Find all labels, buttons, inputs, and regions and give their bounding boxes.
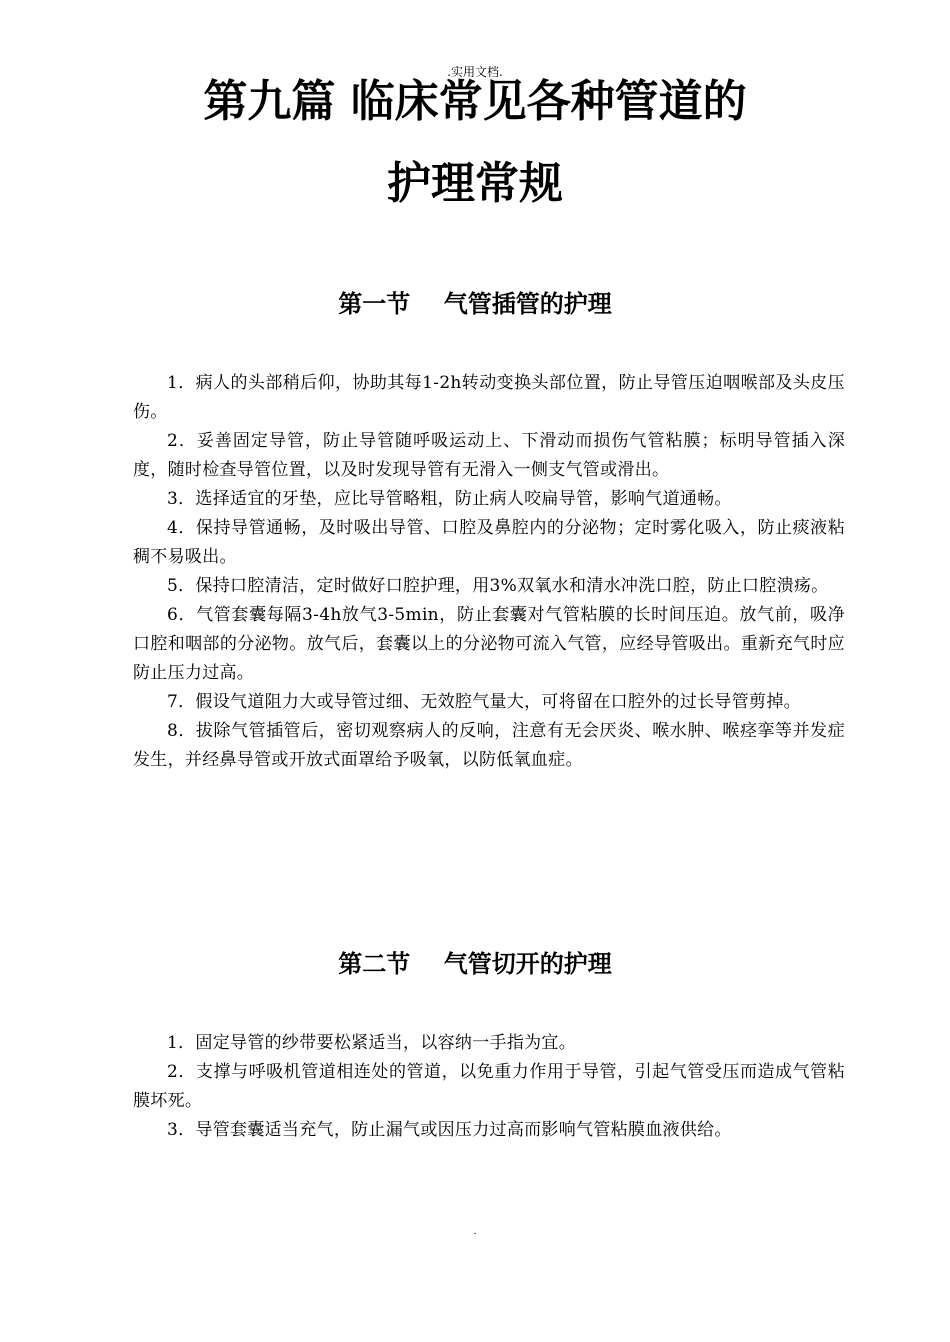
section-1-paragraph-5: 5．保持口腔清洁，定时做好口腔护理，用3%双氧水和清水冲洗口腔，防止口腔溃疡。 [167,576,829,596]
section-2-paragraph-2: 2．支撑与呼吸机管道相连处的管道，以免重力作用于导管，引起气管受压而造成气管粘膜坏死。 [133,1062,845,1111]
document-title-line-1: 第九篇 临床常见各种管道的 [203,76,747,127]
section-1-paragraph-3: 3．选择适宜的牙垫，应比导管略粗，防止病人咬扁导管，影响气道通畅。 [167,489,732,509]
section-2-paragraph-1: 1．固定导管的纱带要松紧适当，以容纳一手指为宜。 [167,1033,577,1053]
section-1-paragraph-2: 2．妥善固定导管，防止导管随呼吸运动上、下滑动而损伤气管粘膜；标明导管插入深度，随时检查导管位置，以及时发现导管有无滑入一侧支气管或滑出。 [133,431,845,480]
section-1-paragraph-1: 1．病人的头部稍后仰，协助其每1-2h转动变换头部位置，防止导管压迫咽喉部及头皮压伤。 [133,373,845,422]
section-1-paragraph-6: 6．气管套囊每隔3-4h放气3-5min，防止套囊对气管粘膜的长时间压迫。放气前，吸净口腔和咽部的分泌物。放气后，套囊以上的分泌物可流入气管，应经导管吸出。重新充气时应防止压力过高。 [133,605,845,683]
page-footer: . [473,1226,477,1237]
section-2-paragraph-3: 3．导管套囊适当充气，防止漏气或因压力过高而影响气管粘膜血液供给。 [167,1120,732,1140]
section-2-body [133,1029,845,1145]
section-2-heading: 第二节 气管切开的护理 [338,950,612,978]
section-1-paragraph-4: 4．保持导管通畅，及时吸出导管、口腔及鼻腔内的分泌物；定时雾化吸入，防止痰液粘稠不易吸出。 [133,518,845,567]
document-title-line-2: 护理常规 [387,158,563,209]
section-1-paragraph-7: 7．假设气道阻力大或导管过细、无效腔气量大，可将留在口腔外的过长导管剪掉。 [167,692,801,712]
section-1-paragraph-8: 8．拔除气管插管后，密切观察病人的反响，注意有无会厌炎、喉水肿、喉痉挛等并发症发生，并经鼻导管或开放式面罩给予吸氧，以防低氧血症。 [133,721,845,770]
section-1-body [133,369,845,775]
page-header: .实用文档. [447,65,503,79]
section-1-heading: 第一节 气管插管的护理 [338,290,612,318]
